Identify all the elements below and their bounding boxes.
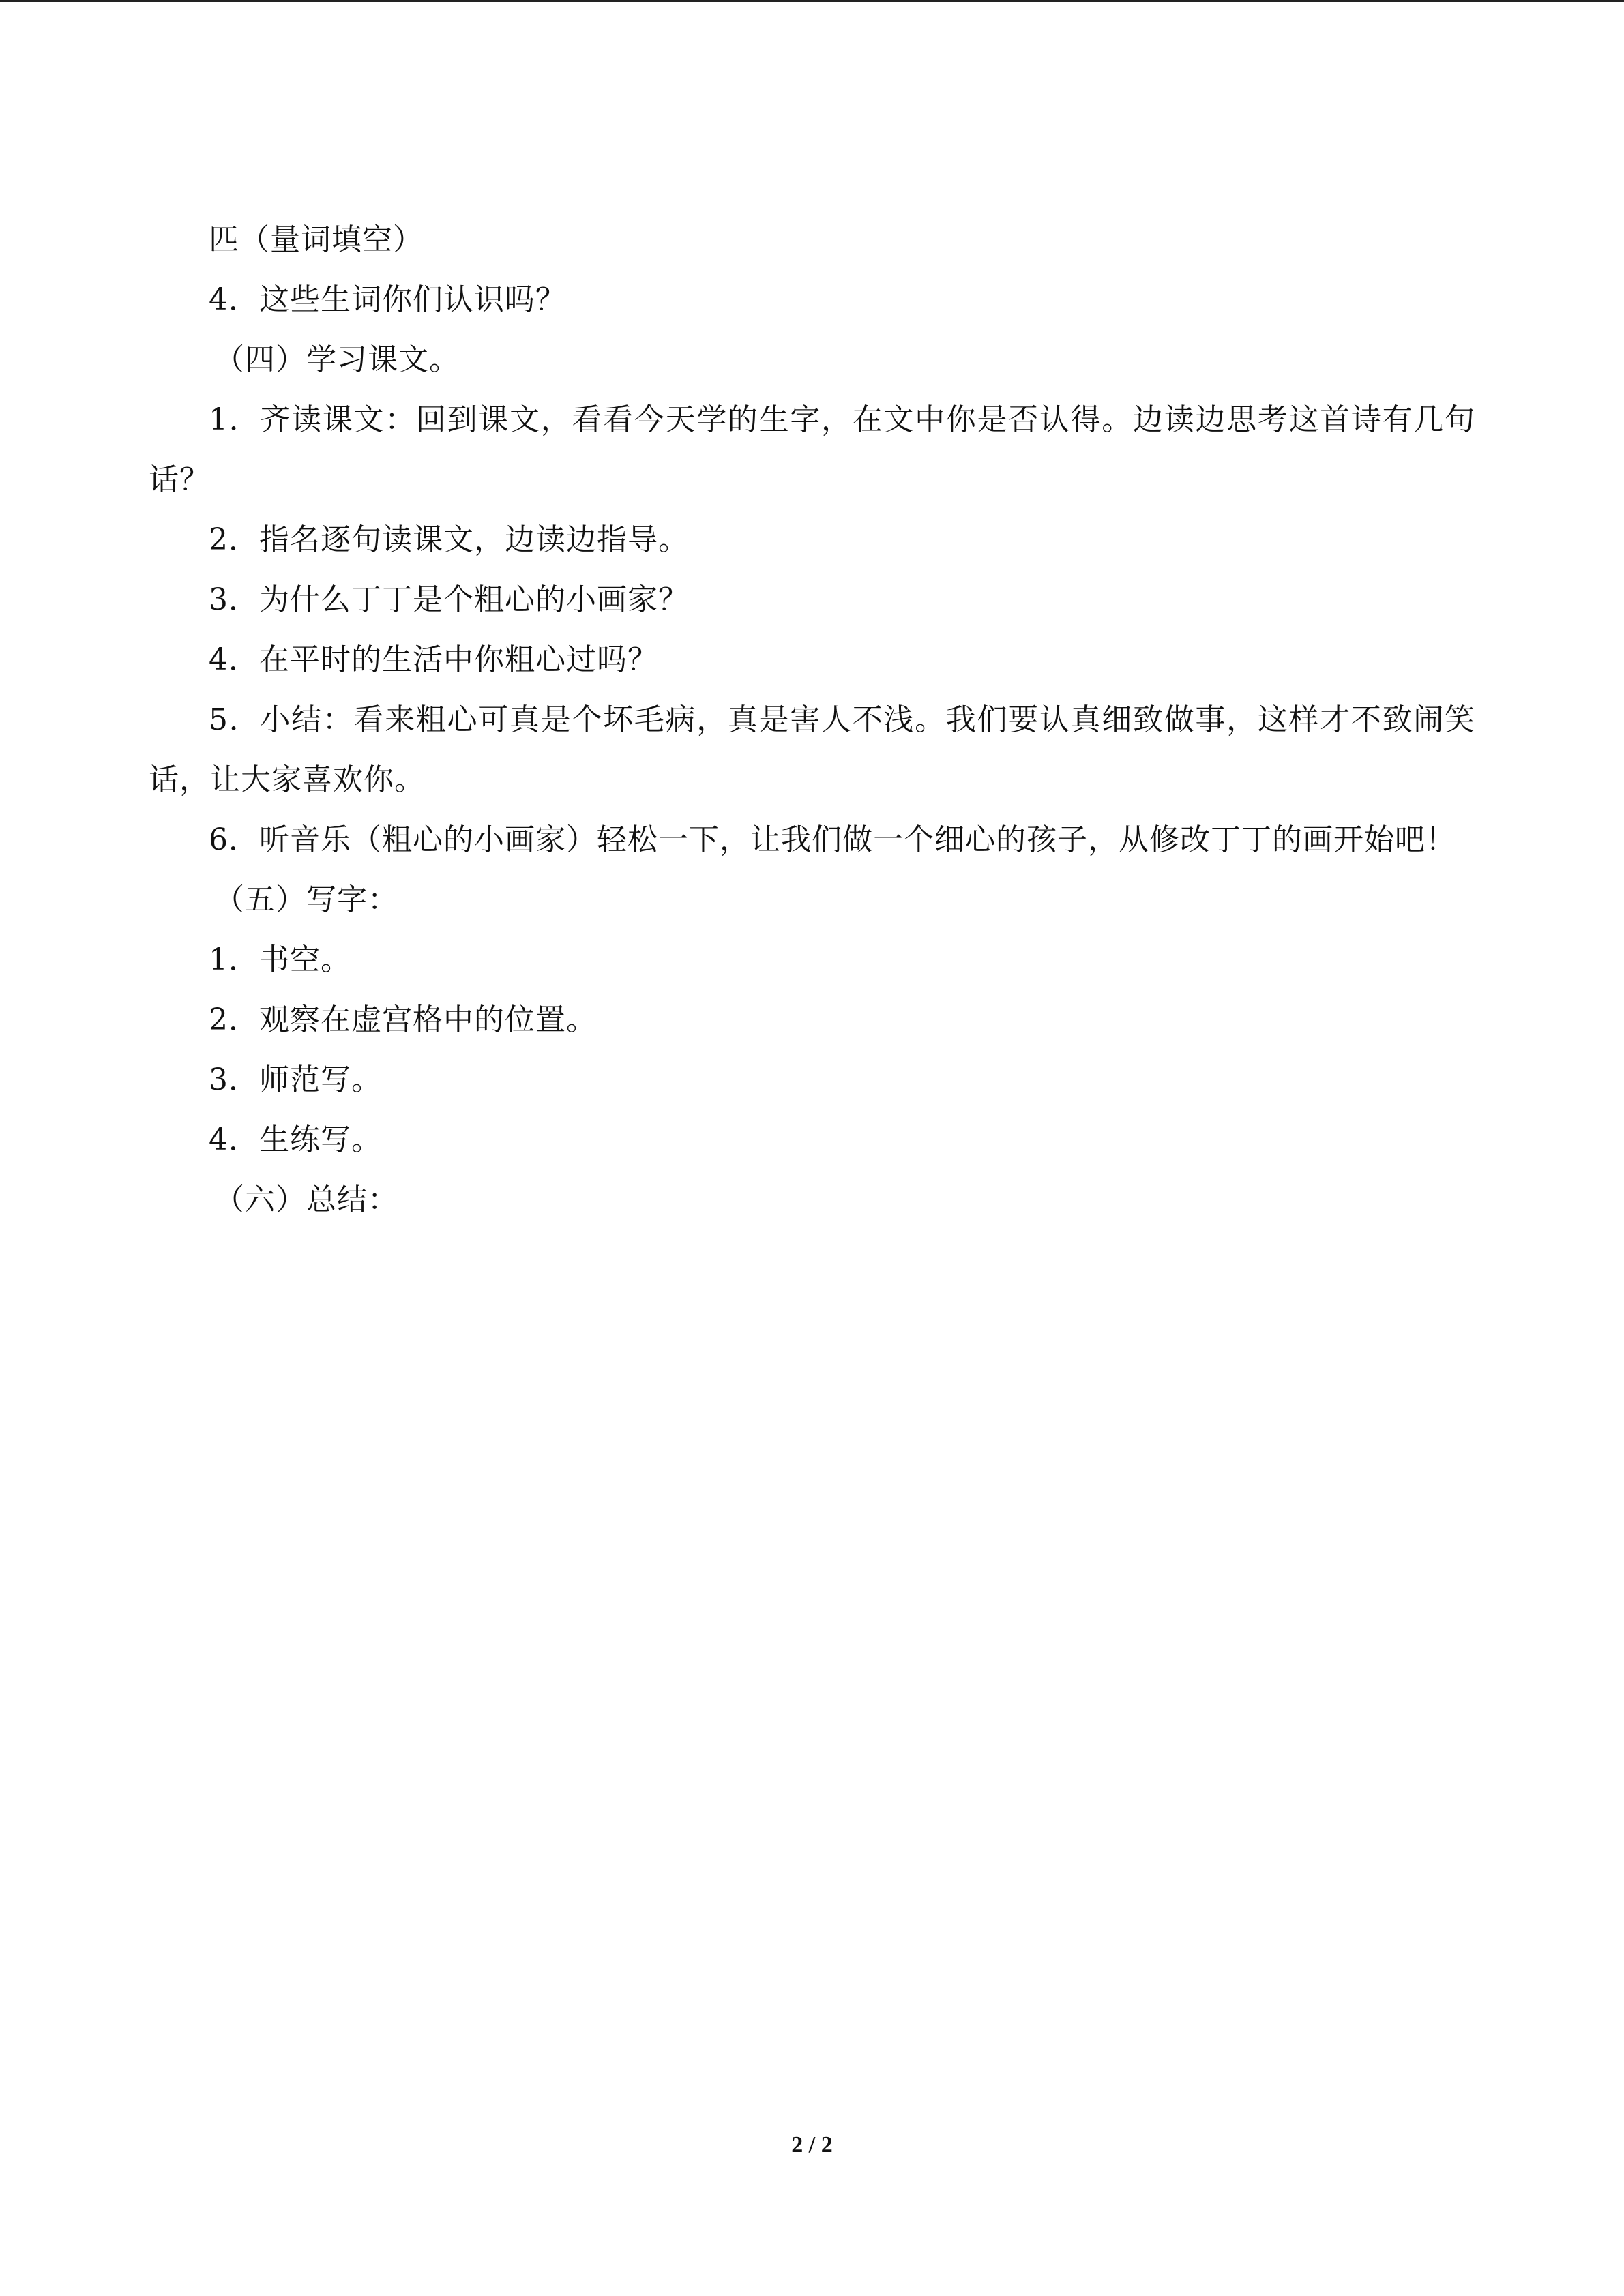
paragraph-new-words-question: 4．这些生词你们认识吗？ <box>209 282 566 317</box>
paragraph-why-careless: 3．为什么丁丁是个粗心的小画家？ <box>209 582 689 617</box>
document-body <box>149 210 1475 1230</box>
paragraph-read-by-sentence: 2．指名逐句读课文，边读边指导。 <box>209 522 689 557</box>
paragraph-observe-position: 2．观察在虚宫格中的位置。 <box>209 1002 597 1037</box>
paragraph-student-practice: 4．生练写。 <box>209 1122 382 1157</box>
paragraph-daily-life-careless: 4．在平时的生活中你粗心过吗？ <box>209 642 658 677</box>
paragraph-write-in-air: 1．书空。 <box>209 942 351 977</box>
paragraph-listen-music: 6．听音乐（粗心的小画家）轻松一下，让我们做一个细心的孩子，从修改丁丁的画开始吧！ <box>209 822 1456 857</box>
paragraph-measure-word-fill: 匹（量词填空） <box>209 222 424 257</box>
section-heading-study-text: （四）学习课文。 <box>214 342 460 377</box>
page-number: 2 / 2 <box>791 2132 833 2158</box>
paragraph-summary: 5．小结：看来粗心可真是个坏毛病，真是害人不浅。我们要认真细致做事，这样才不致闹笑话，让大家喜欢你。 <box>149 702 1475 797</box>
section-heading-conclusion: （六）总结： <box>214 1182 398 1217</box>
paragraph-teacher-demo: 3．师范写。 <box>209 1062 382 1097</box>
section-heading-writing: （五）写字： <box>214 882 398 917</box>
page-top-border <box>0 0 1624 2</box>
paragraph-read-together: 1．齐读课文：回到课文，看看今天学的生字，在文中你是否认得。边读边思考这首诗有几句话？ <box>149 402 1475 497</box>
